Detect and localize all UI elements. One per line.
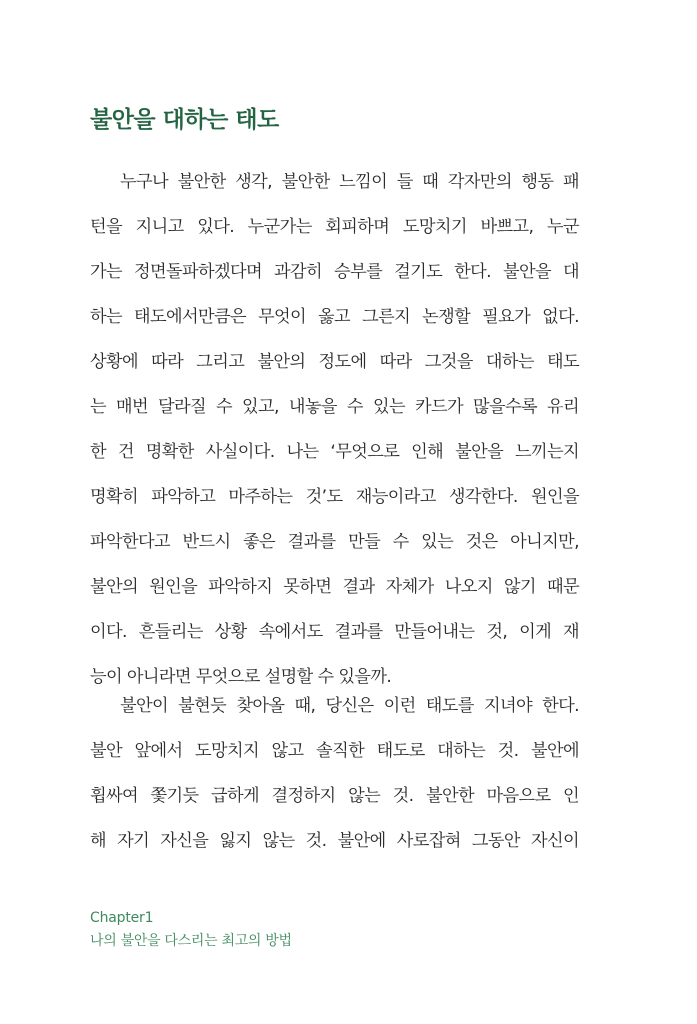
- text-line: 상황에 따라 그리고 불안의 정도에 따라 그것을 대하는 태도: [90, 352, 579, 372]
- text-line: 해 자기 자신을 잃지 않는 것. 불안에 사로잡혀 그동안 자신이: [90, 831, 579, 851]
- section-heading: 불안을 대하는 태도: [90, 107, 279, 133]
- text-line: 파악한다고 반드시 좋은 결과를 만들 수 있는 것은 아니지만,: [90, 532, 579, 552]
- text-line: 명확히 파악하고 마주하는 것’도 재능이라고 생각한다. 원인을: [90, 487, 579, 507]
- paragraph-1: [90, 160, 579, 700]
- footer-chapter-title: 나의 불안을 다스리는 최고의 방법: [90, 933, 292, 949]
- footer-chapter-label: Chapter1: [90, 910, 154, 926]
- text-line: 는 매번 달라질 수 있고, 내놓을 수 있는 카드가 많을수록 유리: [90, 397, 579, 417]
- text-line: 불안 앞에서 도망치지 않고 솔직한 태도로 대하는 것. 불안에: [90, 741, 579, 761]
- paragraph-2: [90, 684, 579, 864]
- page-footer: [90, 907, 292, 953]
- text-line: 이다. 흔들리는 상황 속에서도 결과를 만들어내는 것, 이게 재: [90, 622, 579, 642]
- text-line: 하는 태도에서만큼은 무엇이 옳고 그른지 논쟁할 필요가 없다.: [90, 307, 579, 327]
- text-line: 휩싸여 쫓기듯 급하게 결정하지 않는 것. 불안한 마음으로 인: [90, 786, 579, 806]
- text-line: 불안이 불현듯 찾아올 때, 당신은 이런 태도를 지녀야 한다.: [120, 696, 579, 716]
- text-line: 능이 아니라면 무엇으로 설명할 수 있을까.: [90, 667, 392, 687]
- text-line: 불안의 원인을 파악하지 못하면 결과 자체가 나오지 않기 때문: [90, 577, 579, 597]
- text-line: 가는 정면돌파하겠다며 과감히 승부를 걸기도 한다. 불안을 대: [90, 262, 579, 282]
- text-line: 한 건 명확한 사실이다. 나는 ‘무엇으로 인해 불안을 느끼는지: [90, 442, 579, 462]
- text-line: 누구나 불안한 생각, 불안한 느낌이 들 때 각자만의 행동 패: [120, 172, 579, 192]
- text-line: 턴을 지니고 있다. 누군가는 회피하며 도망치기 바쁘고, 누군: [90, 217, 579, 237]
